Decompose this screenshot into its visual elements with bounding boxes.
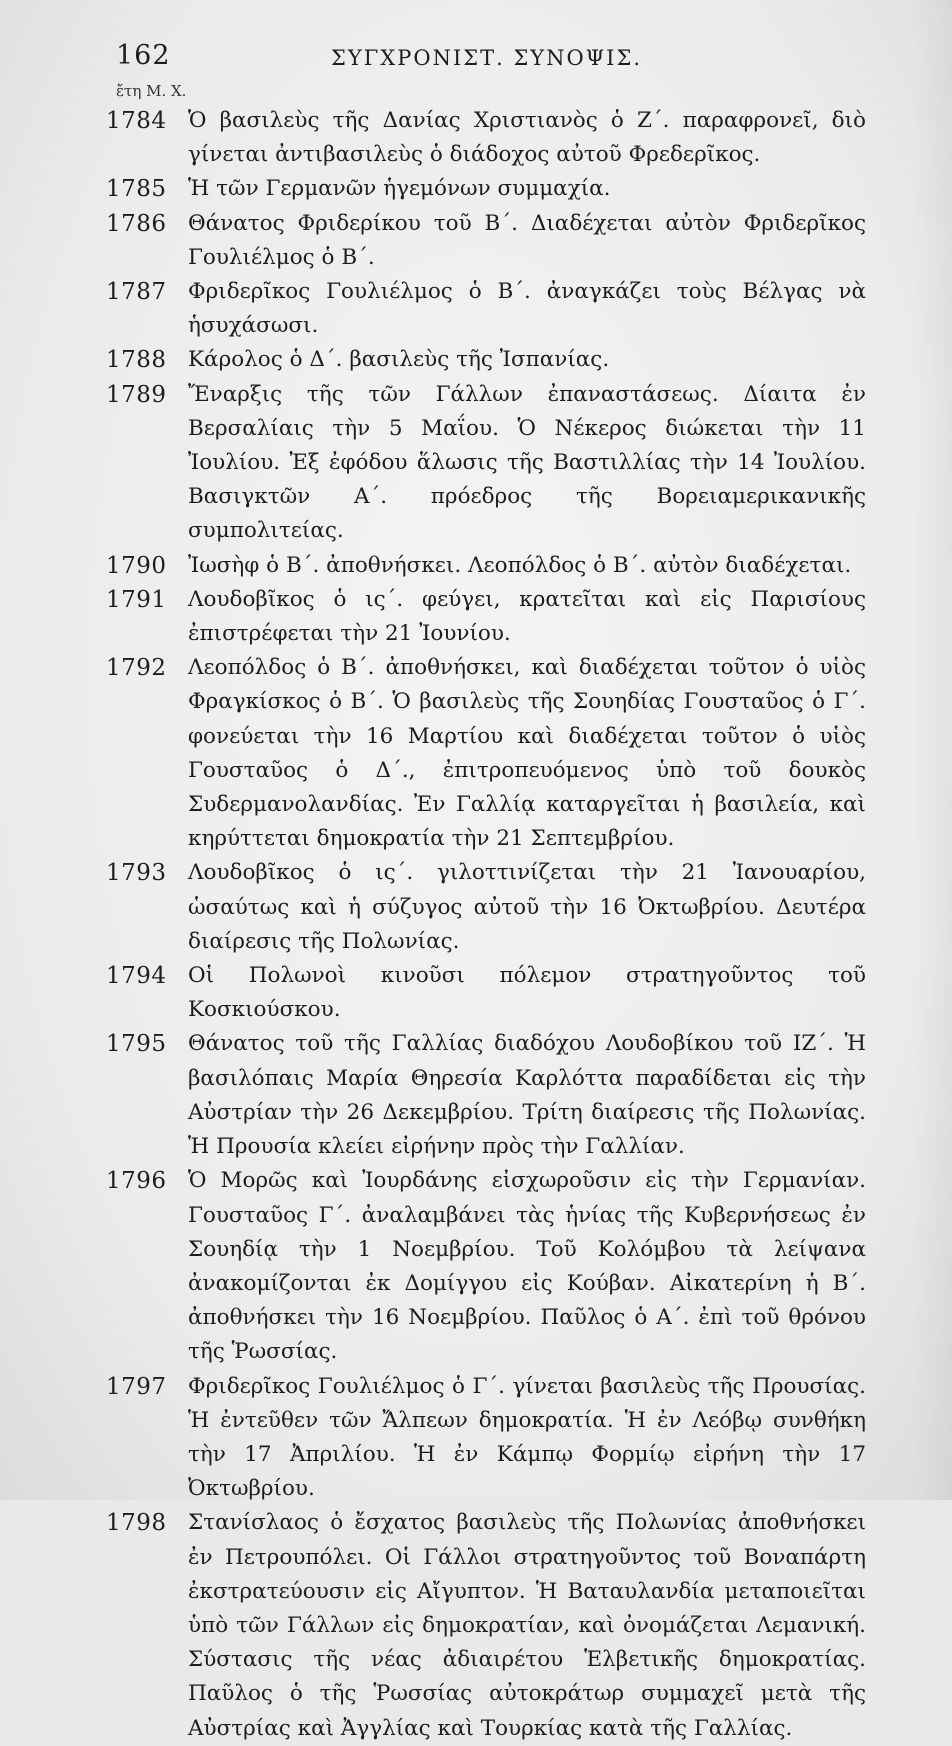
entry-text: Ἔναρξις τῆς τῶν Γάλλων ἐπαναστάσεως. Δίαιτα ἐν Βερσαλίαις τὴν 5 Μαΐου. Ὁ Νέκερος διώκεται τὴν 11 Ἰουλίου. Ἐξ ἐφόδου ἅλωσις τῆς Βαστιλλίας τὴν 14 Ἰουλίου. Βασιγκτῶν Α΄. πρόεδρος τῆς Βορειαμερικανικῆς συμπολιτείας. [188, 381, 866, 544]
entry-text: Κάρολος ὁ Δ΄. βασιλεὺς τῆς Ἰσπανίας. [188, 347, 610, 373]
entry-year: 1795 [106, 1031, 167, 1058]
entry-year: 1789 [106, 381, 167, 408]
entry-year: 1791 [106, 586, 167, 613]
entry-text: Ἰωσὴφ ὁ Β΄. ἀποθνήσκει. Λεοπόλδος ὁ Β΄. αὐτὸν διαδέχεται. [188, 552, 852, 578]
entry-text: Ὁ βασιλεὺς τῆς Δανίας Χριστιανὸς ὁ Ζ΄. παραφρονεῖ, διὸ γίνεται ἀντιβασιλεὺς ὁ διάδοχος αὐτοῦ Φρεδερῖκος. [188, 108, 866, 168]
chronology-entry [106, 856, 866, 959]
entry-text: Ὁ Μορῶς καὶ Ἰουρδάνης εἰσχωροῦσιν εἰς τὴν Γερμανίαν. Γουσταῦος Γ΄. ἀναλαμβάνει τὰς ἡνίας τῆς Κυβερνήσεως ἐν Σουηδίᾳ τὴν 1 Νοεμβρίου. Τοῦ Κολόμβου τὰ λείψανα ἀνακομίζονται ἐκ Δομίγγου εἰς Κούβαν. Αἰκατερίνη ἡ Β΄. ἀποθνήσκει τὴν 16 Νοεμβρίου. Παῦλος ὁ Α΄. ἐπὶ τοῦ θρόνου τῆς Ῥωσσίας. [188, 1168, 866, 1365]
entry-year: 1793 [106, 860, 167, 887]
entry-year: 1787 [106, 279, 167, 306]
chronology-entry [106, 1370, 866, 1507]
entry-year: 1784 [106, 108, 167, 134]
entry-text: Φριδερῖκος Γουλιέλμος ὁ Β΄. ἀναγκάζει τοὺς Βέλγας νὰ ἡσυχάσωσι. [188, 279, 866, 339]
entry-year: 1794 [106, 963, 167, 990]
entry-year: 1796 [106, 1168, 167, 1195]
entry-text: Λουδοβῖκος ὁ ις΄. φεύγει, κρατεῖται καὶ εἰς Παρισίους ἐπιστρέφεται τὴν 21 Ἰουνίου. [188, 586, 866, 647]
chronology-entry [106, 1506, 866, 1745]
page-header [116, 40, 876, 80]
page-number: 162 [116, 40, 171, 71]
chronology-entry [106, 1027, 866, 1164]
page-edge-shadow [912, 0, 952, 1500]
entry-text: Θάνατος Φριδερίκου τοῦ Β΄. Διαδέχεται αὐτὸν Φριδερῖκος Γουλιέλμος ὁ Β΄. [188, 210, 866, 270]
era-label: ἔτη Μ. Χ. [116, 82, 187, 100]
entry-year: 1790 [106, 552, 167, 579]
chronology-entry [106, 651, 866, 856]
entry-text: Λουδοβῖκος ὁ ις΄. γιλοττινίζεται τὴν 21 Ἰανουαρίου, ὡσαύτως καὶ ἡ σύζυγος αὐτοῦ τὴν 16 Ὀκτωβρίου. Δευτέρα διαίρεσις τῆς Πολωνίας. [188, 860, 866, 954]
chronology-entry [106, 1164, 866, 1369]
entry-year: 1798 [106, 1510, 167, 1537]
chronology-entry [106, 959, 866, 1027]
entry-text: Λεοπόλδος ὁ Β΄. ἀποθνήσκει, καὶ διαδέχεται τοῦτον ὁ υἱὸς Φραγκίσκος ὁ Β΄. Ὁ βασιλεὺς τῆς Σουηδίας Γουσταῦος ὁ Γ΄. φονεύεται τὴν 16 Μαρτίου καὶ διαδέχεται τοῦτον ὁ υἱὸς Γουσταῦος ὁ Δ΄., ἐπιτροπευόμενος ὑπὸ τοῦ δουκὸς Συδερμανολανδίας. Ἐν Γαλλίᾳ καταργεῖται ἡ βασιλεία, καὶ κηρύττεται δημοκρατία τὴν 21 Σεπτεμβρίου. [188, 655, 866, 852]
chronology-entry [106, 549, 866, 583]
chronology-entry [106, 275, 866, 343]
entry-year: 1797 [106, 1373, 167, 1400]
chronology-list [106, 104, 866, 1746]
running-head: ΣΥΓΧΡΟΝΙΣΤ. ΣΥΝΟΨΙΣ. [331, 46, 642, 70]
chronology-entry [106, 583, 866, 651]
chronology-entry [106, 207, 866, 275]
entry-year: 1788 [106, 347, 167, 374]
chronology-entry [106, 104, 866, 172]
entry-text: Ἡ τῶν Γερμανῶν ἡγεμόνων συμμαχία. [188, 176, 611, 202]
entry-year: 1785 [106, 176, 167, 203]
entry-year: 1786 [106, 210, 167, 237]
chronology-entry [106, 378, 866, 549]
chronology-entry [106, 172, 866, 206]
entry-text: Φριδερῖκος Γουλιέλμος ὁ Γ΄. γίνεται βασιλεὺς τῆς Προυσίας. Ἡ ἐντεῦθεν τῶν Ἄλπεων δημοκρατία. Ἡ ἐν Λεόβῳ συνθήκη τὴν 17 Ἀπριλίου. Ἡ ἐν Κάμπῳ Φορμίῳ εἰρήνη τὴν 17 Ὀκτωβρίου. [188, 1373, 866, 1502]
entry-text: Θάνατος τοῦ τῆς Γαλλίας διαδόχου Λουδοβίκου τοῦ ΙΖ΄. Ἡ βασιλόπαις Μαρία Θηρεσία Καρλόττα παραδίδεται εἰς τὴν Αὐστρίαν τὴν 26 Δεκεμβρίου. Τρίτη διαίρεσις τῆς Πολωνίας. Ἡ Προυσία κλείει εἰρήνην πρὸς τὴν Γαλλίαν. [188, 1031, 866, 1160]
entry-text: Στανίσλαος ὁ ἔσχατος βασιλεὺς τῆς Πολωνίας ἀποθνήσκει ἐν Πετρουπόλει. Οἱ Γάλλοι στρατηγοῦντος τοῦ Βοναπάρτη ἐκστρατεύουσιν εἰς Αἴγυπτον. Ἡ Βαταυλανδία μεταποιεῖται ὑπὸ τῶν Γάλλων εἰς δημοκρατίαν, καὶ ὀνομάζεται Λεμανική. Σύστασις τῆς νέας ἀδιαιρέτου Ἑλβετικῆς δημοκρατίας. Παῦλος ὁ τῆς Ῥωσσίας αὐτοκράτωρ συμμαχεῖ μετὰ τῆς Αὐστρίας καὶ Ἀγγλίας καὶ Τουρκίας κατὰ τῆς Γαλλίας. [188, 1510, 866, 1741]
entry-text: Οἱ Πολωνοὶ κινοῦσι πόλεμον στρατηγοῦντος τοῦ Κοσκιούσκου. [188, 963, 866, 1023]
chronology-entry [106, 343, 866, 377]
entry-year: 1792 [106, 655, 167, 682]
